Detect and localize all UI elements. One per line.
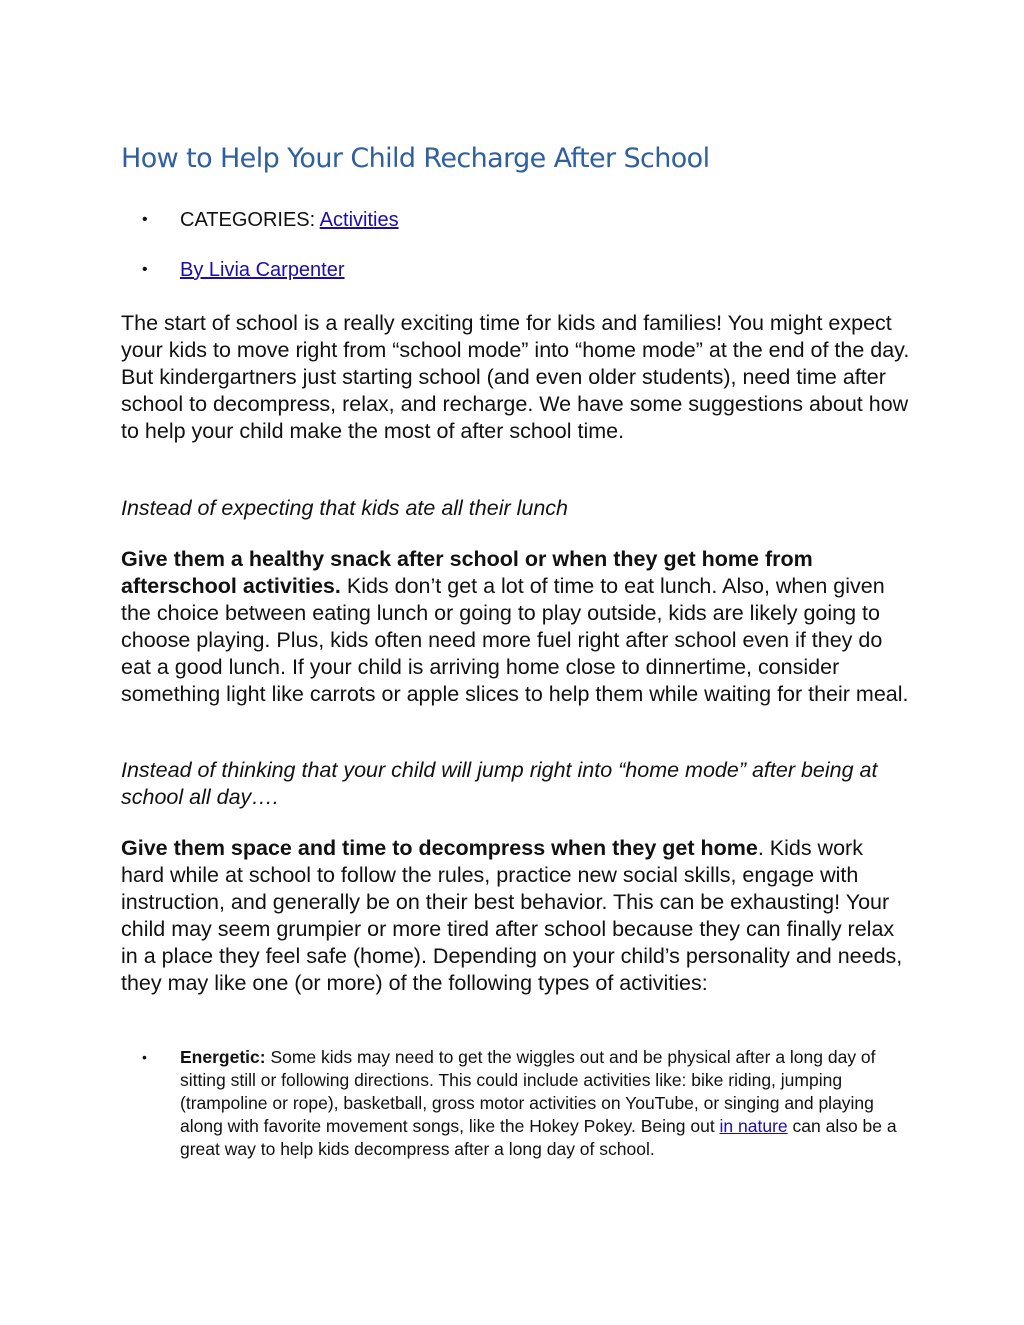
activity-text-before: Some kids may need to get the wiggles out and be physical after a long day of sitting still or following directions. This could include activities like: bike riding, jumping (trampoline or rope), basketball, gross motor activities on YouTube, or singing and playing along with favorite movement songs, like the Hokey Pokey. Being out (180, 1047, 876, 1136)
tip-paragraph-decompress (121, 835, 911, 997)
instead-heading-2: Instead of thinking that your child will jump right into “home mode” after being at school all day…. (121, 758, 878, 809)
categories-item (121, 208, 399, 232)
author-link[interactable]: By Livia Carpenter (180, 259, 345, 281)
instead-heading-1: Instead of expecting that kids ate all their lunch (121, 496, 568, 520)
bullet-icon: • (142, 1049, 147, 1065)
tip-decompress-text: . Kids work hard while at school to follow the rules, practice new social skills, engage with instruction, and generally be on their best behavior. This can be exhausting! Your child may seem grumpier or more tired after school because they can finally relax in a place they feel safe (home). Depending on your child’s personality and needs, they may like one (or more) of the following types of activities: (121, 836, 903, 995)
activity-types-list (121, 1046, 911, 1161)
tip-snack-bold: Give them a healthy snack after school or when they get home from afterschool activities. (121, 547, 813, 598)
tip-decompress-bold: Give them space and time to decompress when they get home (121, 836, 758, 860)
tip-paragraph-snack (121, 546, 911, 708)
categories-link-activities[interactable]: Activities (319, 209, 399, 231)
activity-item-energetic (121, 1046, 911, 1161)
post-meta-list (121, 208, 399, 282)
in-nature-link[interactable]: in nature (719, 1116, 788, 1136)
bullet-icon: • (142, 261, 148, 278)
bullet-icon: • (142, 211, 148, 228)
activity-text-after: can also be a great way to help kids decompress after a long day of school. (180, 1116, 897, 1159)
page-title: How to Help Your Child Recharge After School (121, 143, 710, 174)
author-item (121, 258, 399, 282)
tip-snack-text: Kids don’t get a lot of time to eat lunch. Also, when given the choice between eating lunch or going to play outside, kids are likely going to choose playing. Plus, kids often need more fuel right after school even if they do eat a good lunch. If your child is arriving home close to dinnertime, consider something light like carrots or apple slices to help them while waiting for their meal. (121, 574, 909, 706)
intro-paragraph: The start of school is a really exciting time for kids and families! You might expect your kids to move right from “school mode” into “home mode” at the end of the day. But kindergartners just starting school (and even older students), need time after school to decompress, relax, and recharge. We have some suggestions about how to help your child make the most of after school time. (121, 311, 910, 443)
activity-label: Energetic: (180, 1047, 266, 1067)
categories-label: CATEGORIES: (180, 209, 320, 231)
